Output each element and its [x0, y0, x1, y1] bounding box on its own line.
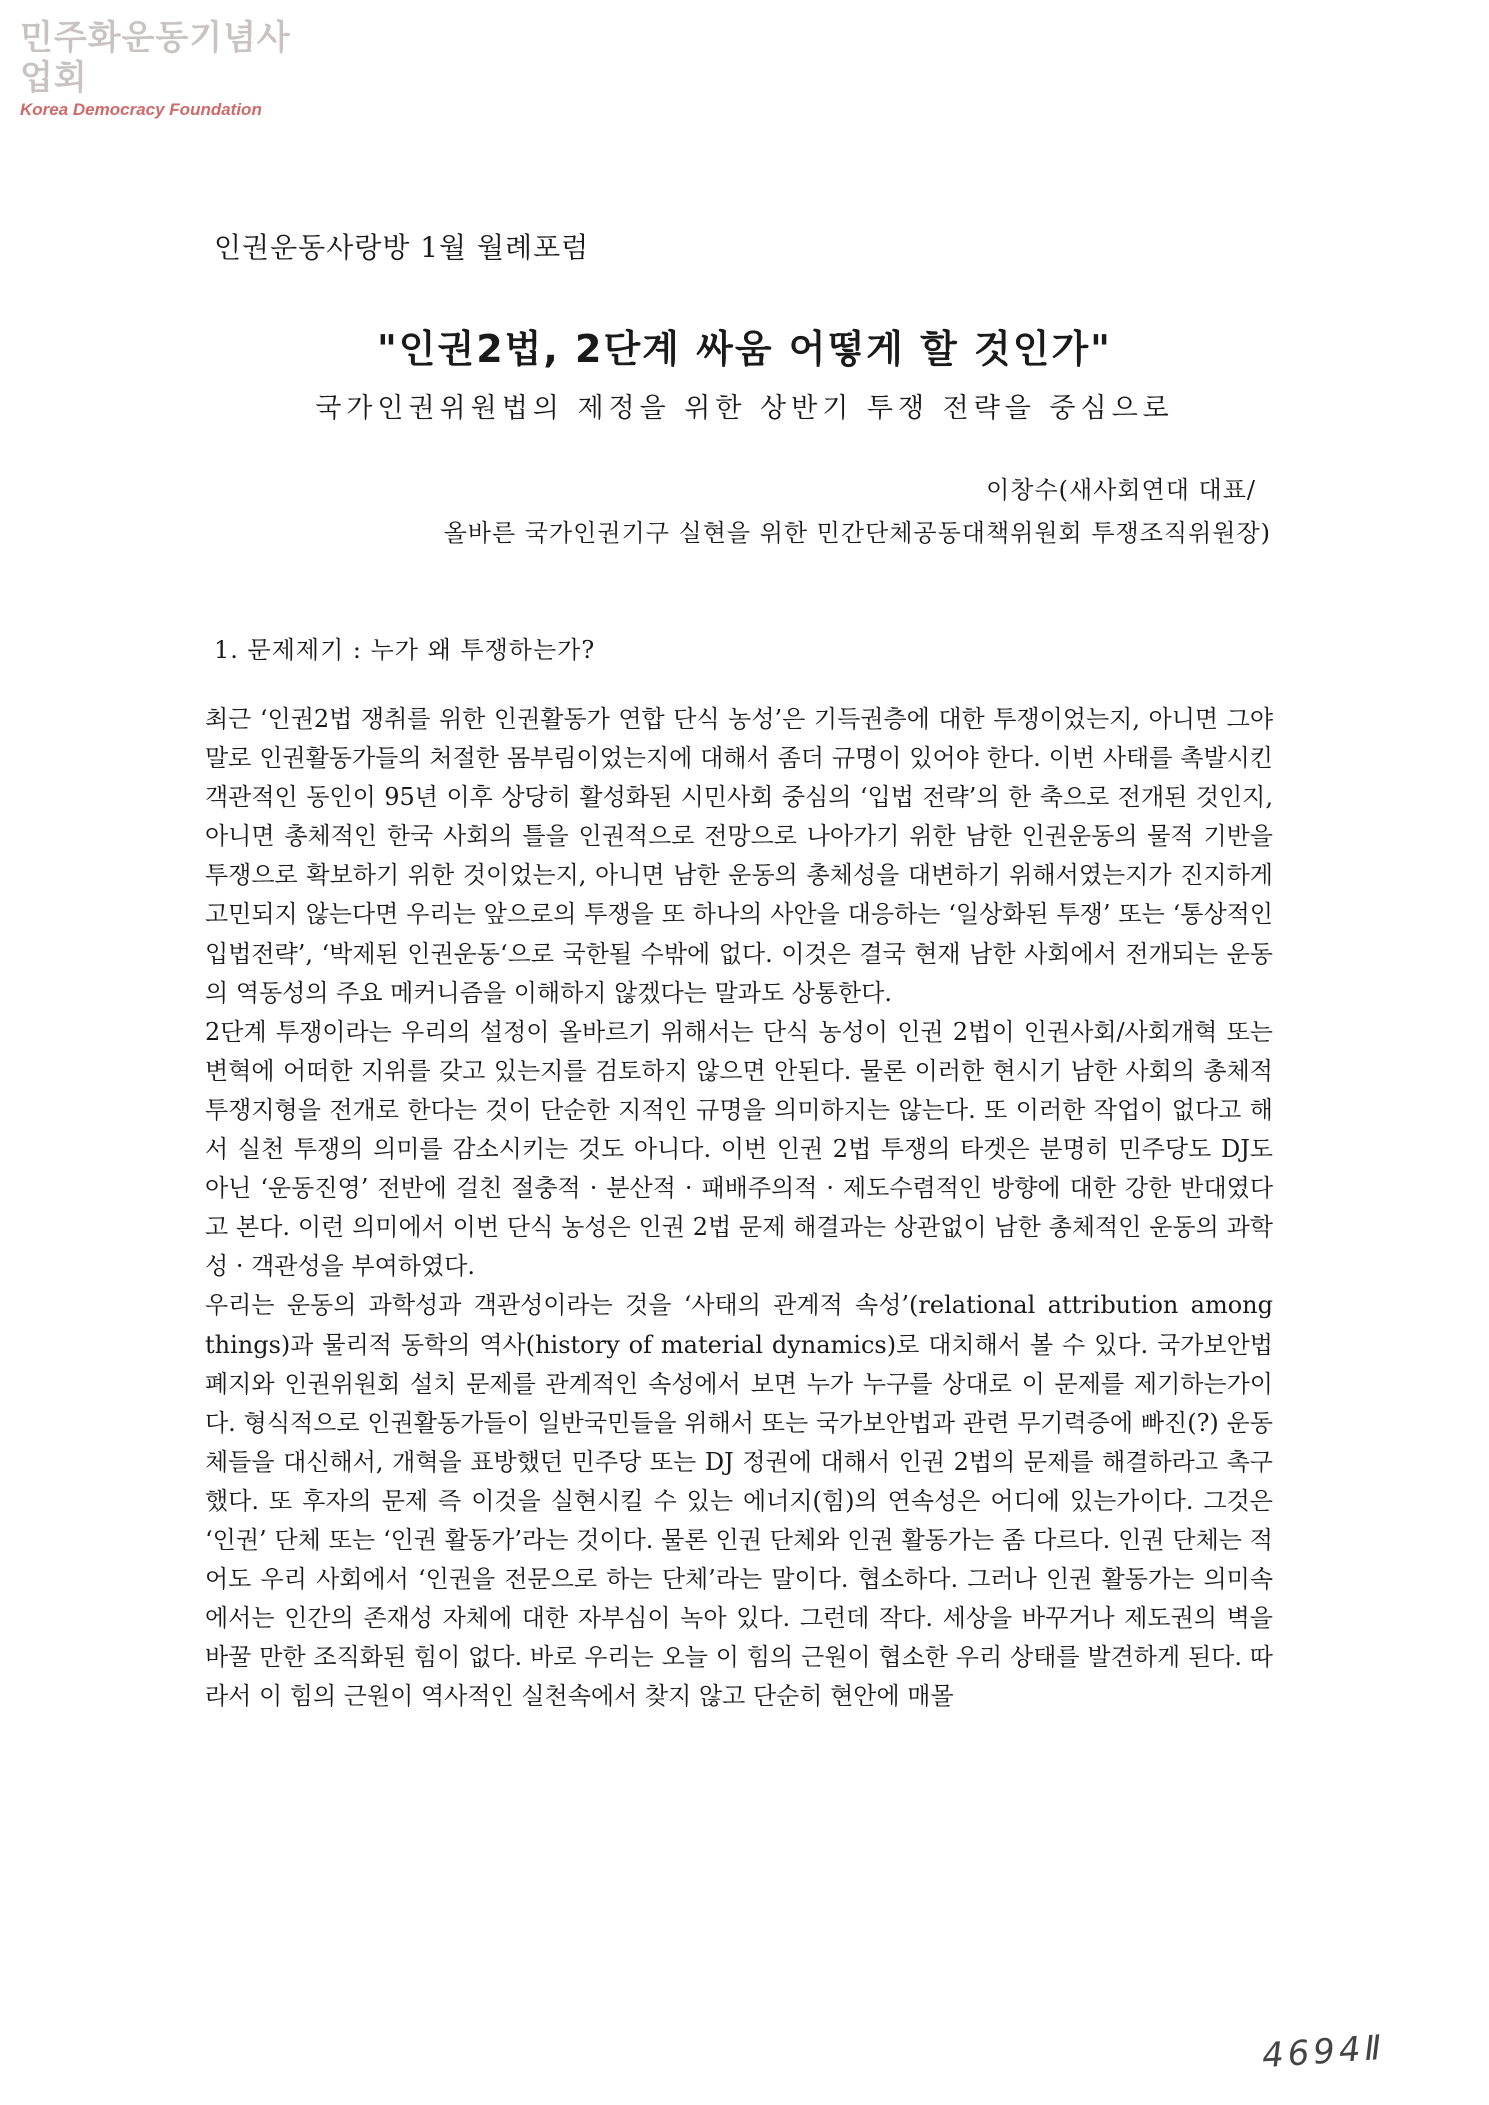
forum-label: 인권운동사랑방 1월 월례포럼 [214, 231, 590, 264]
watermark-korean-text: 민주화운동기념사업회 [20, 18, 291, 98]
watermark-english-text: Korea Democracy Foundation [20, 100, 262, 119]
watermark-logo [20, 18, 320, 120]
document-title: "인권2법, 2단계 싸움 어떻게 할 것인가" [377, 327, 1112, 371]
paragraph-2: 2단계 투쟁이라는 우리의 설정이 올바르기 위해서는 단식 농성이 인권 2법이 인권사회/사회개혁 또는 변혁에 어떠한 지위를 갖고 있는지를 검토하지 않으면 안된다. 물론 이러한 현시기 남한 사회의 총체적 투쟁지형을 전개로 한다는 것이 단순한 지적인 규명을 의미하지는 않는다. 또 이러한 작업이 없다고 해서 실천 투쟁의 의미를 감소시키는 것도 아니다. 이번 인권 2법 투쟁의 타겟은 분명히 민주당도 DJ도 아닌 ‘운동진영’ 전반에 걸친 절충적 · 분산적 · 패배주의적 · 제도수렴적인 방향에 대한 강한 반대였다고 본다. 이런 의미에서 이번 단식 농성은 인권 2법 문제 해결과는 상관없이 남한 총체적인 운동의 과학성 · 객관성을 부여하였다. [205, 1017, 1273, 1281]
handwritten-page-number: 4694Ⅱ [1260, 2027, 1387, 2077]
body-text [205, 700, 1273, 1716]
section-heading: 1. 문제제기 : 누가 왜 투쟁하는가? [214, 636, 596, 664]
author-affiliation-line: 올바른 국가인권기구 실현을 위한 민간단체공동대책위원회 투쟁조직위원장) [443, 519, 1271, 547]
author-name-line: 이창수(새사회연대 대표/ [986, 476, 1256, 504]
document-subtitle: 국가인권위원법의 제정을 위한 상반기 투쟁 전략을 중심으로 [315, 393, 1174, 424]
paragraph-1: 최근 ‘인권2법 쟁취를 위한 인권활동가 연합 단식 농성’은 기득권층에 대한 투쟁이었는지, 아니면 그야 말로 인권활동가들의 처절한 몸부림이었는지에 대해서 좀더 규명이 있어야 한다. 이번 사태를 촉발시킨 객관적인 동인이 95년 이후 상당히 활성화된 시민사회 중심의 ‘입법 전략’의 한 축으로 전개된 것인지, 아니면 총체적인 한국 사회의 틀을 인권적으로 전망으로 나아가기 위한 남한 인권운동의 물적 기반을 투쟁으로 확보하기 위한 것이었는지, 아니면 남한 운동의 총체성을 대변하기 위해서였는지가 진지하게 고민되지 않는다면 우리는 앞으로의 투쟁을 또 하나의 사안을 대응하는 ‘일상화된 투쟁’ 또는 ‘통상적인 입법전략’, ‘박제된 인권운동‘으로 국한될 수밖에 없다. 이것은 결국 현재 남한 사회에서 전개되는 운동의 역동성의 주요 메커니즘을 이해하지 않겠다는 말과도 상통한다. [205, 705, 1273, 1007]
paragraph-3: 우리는 운동의 과학성과 객관성이라는 것을 ‘사태의 관계적 속성’(relational attribution among things)과 물리적 동학의 역사(history of material dynamics)로 대치해서 볼 수 있다. 국가보안법 폐지와 인권위원회 설치 문제를 관계적인 속성에서 보면 누가 누구를 상대로 이 문제를 제기하는가이다. 형식적으로 인권활동가들이 일반국민들을 위해서 또는 국가보안법과 관련 무기력증에 빠진(?) 운동체들을 대신해서, 개혁을 표방했던 민주당 또는 DJ 정권에 대해서 인권 2법의 문제를 해결하라고 촉구했다. 또 후자의 문제 즉 이것을 실현시킬 수 있는 에너지(힘)의 연속성은 어디에 있는가이다. 그것은 ‘인권’ 단체 또는 ‘인권 활동가’라는 것이다. 물론 인권 단체와 인권 활동가는 좀 다르다. 인권 단체는 적어도 우리 사회에서 ‘인권을 전문으로 하는 단체’라는 말이다. 협소하다. 그러나 인권 활동가는 의미속에서는 인간의 존재성 자체에 대한 자부심이 녹아 있다. 그런데 작다. 세상을 바꾸거나 제도권의 벽을 바꿀 만한 조직화된 힘이 없다. 바로 우리는 오늘 이 힘의 근원이 협소한 우리 상태를 발견하게 된다. 따라서 이 힘의 근원이 역사적인 실천속에서 찾지 않고 단순히 현안에 매몰 [205, 1291, 1273, 1711]
